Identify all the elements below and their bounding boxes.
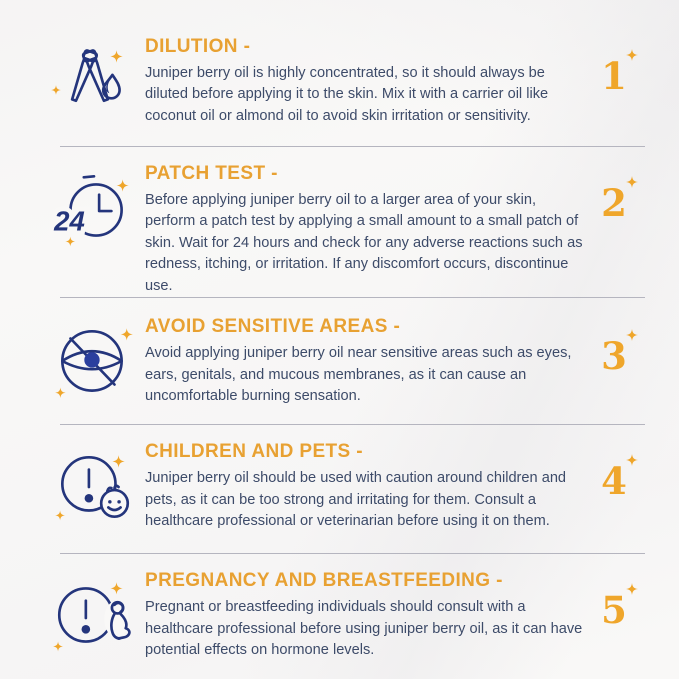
step-number [601,588,627,633]
sparkle-icon [626,49,638,61]
section-body-text: Before applying juniper berry oil to a larger area of your skin, perform a patch test by applying a small amount to a small patch of skin. Wait for 24 hours and check for any adverse reactions such as redness, itching, or irritation. If any discomfort occurs, discontinue use. [145,192,583,294]
section-icon-wrap [40,161,145,297]
section-icon-wrap [40,314,145,424]
section-number-wrap [583,439,645,553]
section-title: DILUTION - [145,36,251,57]
section-body-text: Juniper berry oil is highly concentrated, so it should always be diluted before applying it to the skin. Mix it with a carrier oil like coconut oil or almond oil to avoid skin irritation or sensitivity. [145,65,549,124]
pregnancy-warning-icon [47,570,139,662]
dropper-icon [47,36,139,128]
sparkle-icon [626,583,638,595]
step-number-text: 2 [601,181,627,225]
section-title: PREGNANCY AND BREASTFEEDING - [145,570,503,592]
clock-24-label: 24 [53,205,85,237]
section-number-wrap [583,161,645,297]
step-number [601,334,627,379]
step-number [601,181,627,225]
section-number-wrap [583,568,645,662]
sparkle-icon [626,176,638,188]
section-patch-test [40,147,645,297]
section-title: AVOID SENSITIVE AREAS - [145,316,401,338]
step-number [601,54,627,98]
section-title: CHILDREN AND PETS - [145,441,364,463]
step-number [601,459,627,504]
section-content [145,314,583,424]
section-title: PATCH TEST - [145,163,278,184]
step-number-text: 3 [601,334,627,379]
section-content [145,568,583,662]
child-warning-icon [47,441,139,533]
section-icon-wrap [40,34,145,146]
section-pregnancy-and-breastfeeding [40,554,645,662]
section-number-wrap [583,34,645,146]
sparkle-icon [626,454,638,466]
section-body-text: Pregnant or breastfeeding individuals should consult with a healthcare professional before using juniper berry oil, as it can have potential effects on hormone levels. [145,599,583,659]
no-eye-icon [47,316,139,408]
sparkle-icon [626,329,638,341]
section-content [145,161,583,297]
step-number-text: 4 [601,459,627,504]
section-dilution [40,34,645,146]
section-icon-wrap [40,568,145,662]
section-content [145,439,583,553]
24-hour-clock-icon [47,163,139,255]
step-number-text: 1 [601,54,627,98]
section-icon-wrap [40,439,145,553]
section-body-text: Avoid applying juniper berry oil near sensitive areas such as eyes, ears, genitals, and mucous membranes, as it can cause an uncomfortable burning sensation. [145,345,572,405]
section-children-and-pets [40,425,645,553]
section-number-wrap [583,314,645,424]
section-content [145,34,583,146]
section-body-text: Juniper berry oil should be used with caution around children and pets, as it can be too strong and irritating for them. Consult a healthcare professional or veterinarian before using it on them. [145,470,567,530]
section-avoid-sensitive-areas [40,298,645,424]
step-number-text: 5 [601,588,627,633]
